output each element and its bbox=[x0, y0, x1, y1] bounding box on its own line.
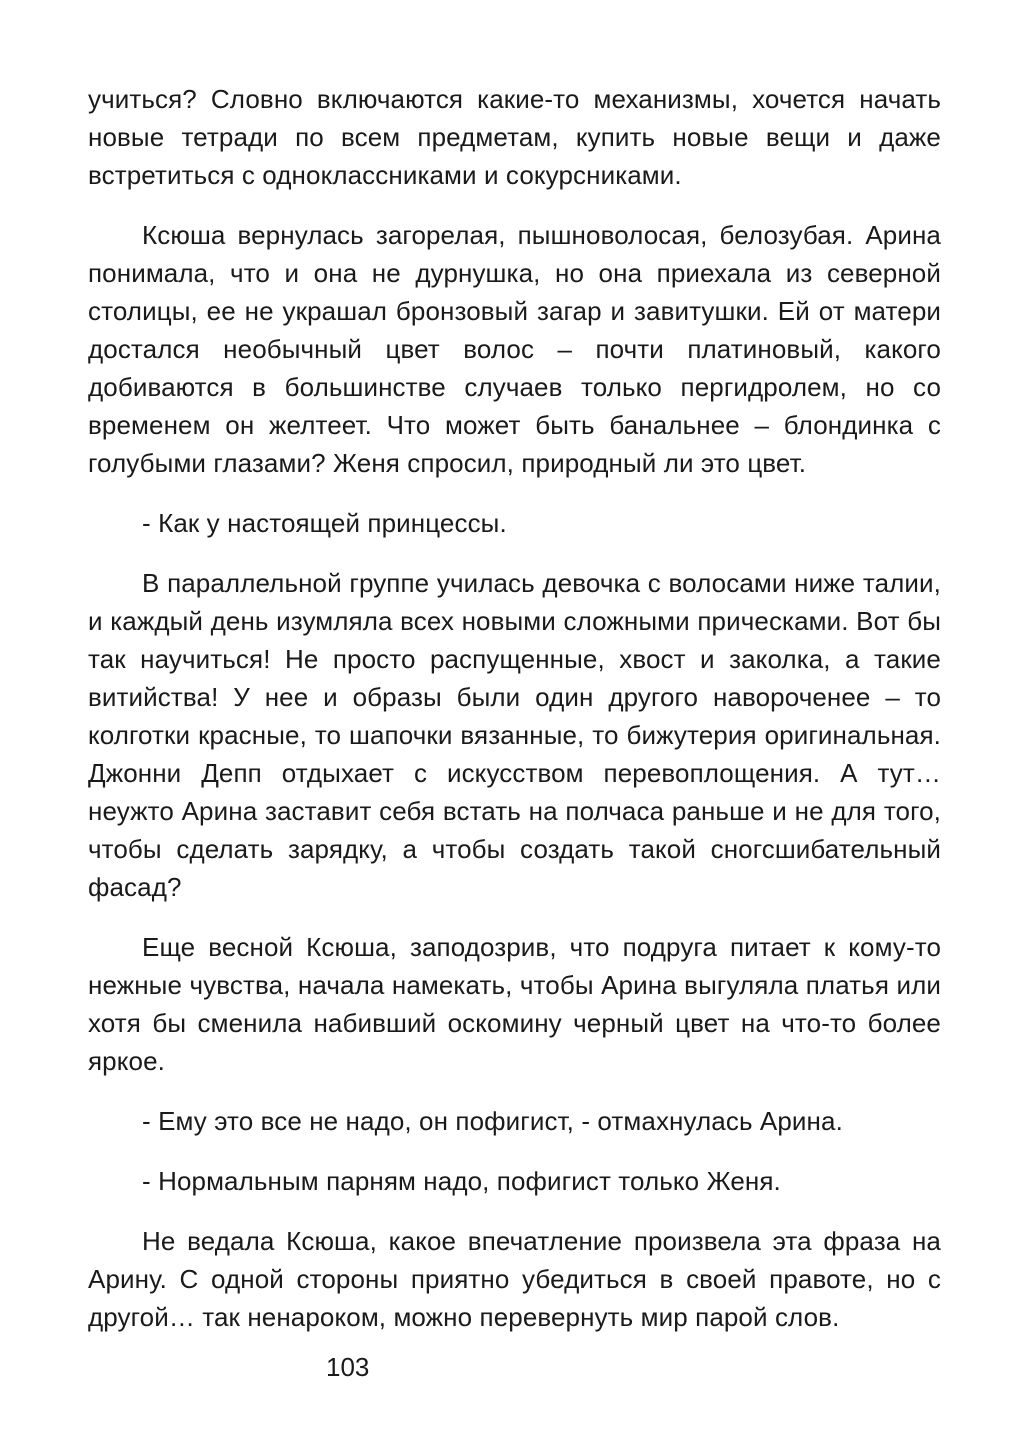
body-paragraph: учиться? Словно включаются какие-то механизмы, хочется начать новые тетради по всем предметам, купить новые вещи и даже встретиться с одноклассниками и сокурсниками. bbox=[88, 84, 941, 190]
dialogue-paragraph: - Нормальным парням надо, пофигист только Женя. bbox=[142, 1166, 781, 1196]
body-paragraph: В параллельной группе училась девочка с волосами ниже талии, и каждый день изумляла всех новыми сложными прическами. Вот бы так научиться! Не просто распущенные, хвост и заколка, а такие витийства! У нее и образы были один другого навороченее – то колготки красные, то шапочки вязанные, то бижутерия оригинальная. Джонни Депп отдыхает с искусством перевоплощения. А тут… неужто Арина заставит себя встать на полчаса раньше и не для того, чтобы сделать зарядку, а чтобы создать такой сногсшибательный фасад? bbox=[88, 568, 941, 902]
page-text bbox=[88, 80, 941, 1336]
dialogue-paragraph: - Как у настоящей принцессы. bbox=[142, 508, 507, 538]
body-paragraph: Еще весной Ксюша, заподозрив, что подруга питает к кому-то нежные чувства, начала намекать, чтобы Арина выгуляла платья или хотя бы сменила набивший оскомину черный цвет на что-то более яркое. bbox=[88, 932, 941, 1076]
body-paragraph: Ксюша вернулась загорелая, пышноволосая, белозубая. Арина понимала, что и она не дурнушка, но она приехала из северной столицы, ее не украшал бронзовый загар и завитушки. Ей от матери достался необычный цвет волос – почти платиновый, какого добиваются в большинстве случаев только пергидролем, но со временем он желтеет. Что может быть банальнее – блондинка с голубыми глазами? Женя спросил, природный ли это цвет. bbox=[88, 220, 941, 478]
page-number: 103 bbox=[326, 1352, 370, 1382]
body-paragraph: Не ведала Ксюша, какое впечатление произвела эта фраза на Арину. С одной стороны приятно убедиться в своей правоте, но с другой… так ненароком, можно перевернуть мир парой слов. bbox=[88, 1226, 941, 1332]
dialogue-paragraph: - Ему это все не надо, он пофигист, - отмахнулась Арина. bbox=[142, 1106, 843, 1136]
